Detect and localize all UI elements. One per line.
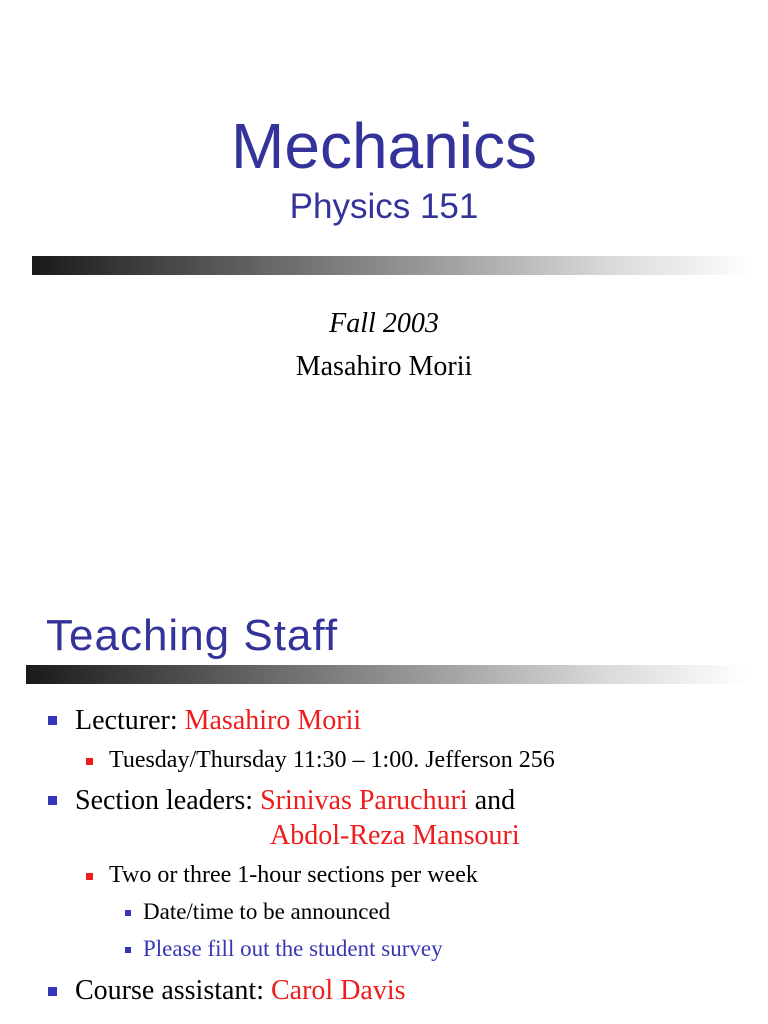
course-assistant-line	[75, 974, 406, 1008]
bullet-square-icon	[125, 910, 131, 916]
section-heading: Teaching Staff	[46, 611, 339, 660]
and-text: and	[467, 785, 516, 816]
author-name: Masahiro Morii	[295, 351, 473, 382]
bullet-square-icon	[48, 987, 57, 996]
slide-title: Mechanics	[231, 110, 537, 182]
lecturer-label: Lecturer:	[75, 705, 185, 736]
sections-info-text: Two or three 1-hour sections per week	[109, 862, 478, 888]
date-info-text: Date/time to be announced	[143, 899, 391, 924]
section-leader-2: Abdol-Reza Mansouri	[270, 820, 520, 851]
bullet-square-icon	[48, 716, 57, 725]
section-leaders-line	[75, 784, 515, 818]
office-hours-text: Tuesday/Thursday 11:30 – 1:00. Jefferson 256	[109, 747, 555, 773]
assistant-name: Carol Davis	[271, 975, 406, 1006]
lecturer-line	[75, 704, 361, 738]
gradient-divider	[32, 256, 754, 275]
assistant-label: Course assistant:	[75, 975, 271, 1006]
gradient-divider	[26, 665, 748, 684]
bullet-square-icon	[86, 873, 93, 880]
student-survey-link[interactable]: Please fill out the student survey	[143, 936, 443, 961]
section-leader-1: Srinivas Paruchuri	[260, 785, 468, 816]
slide-subtitle: Physics 151	[289, 187, 479, 226]
section-leaders-label: Section leaders:	[75, 785, 261, 816]
bullet-square-icon	[48, 796, 57, 805]
bullet-square-icon	[86, 758, 93, 765]
lecturer-name: Masahiro Morii	[184, 705, 362, 736]
bullet-square-icon	[125, 947, 131, 953]
semester-text: Fall 2003	[329, 308, 439, 339]
